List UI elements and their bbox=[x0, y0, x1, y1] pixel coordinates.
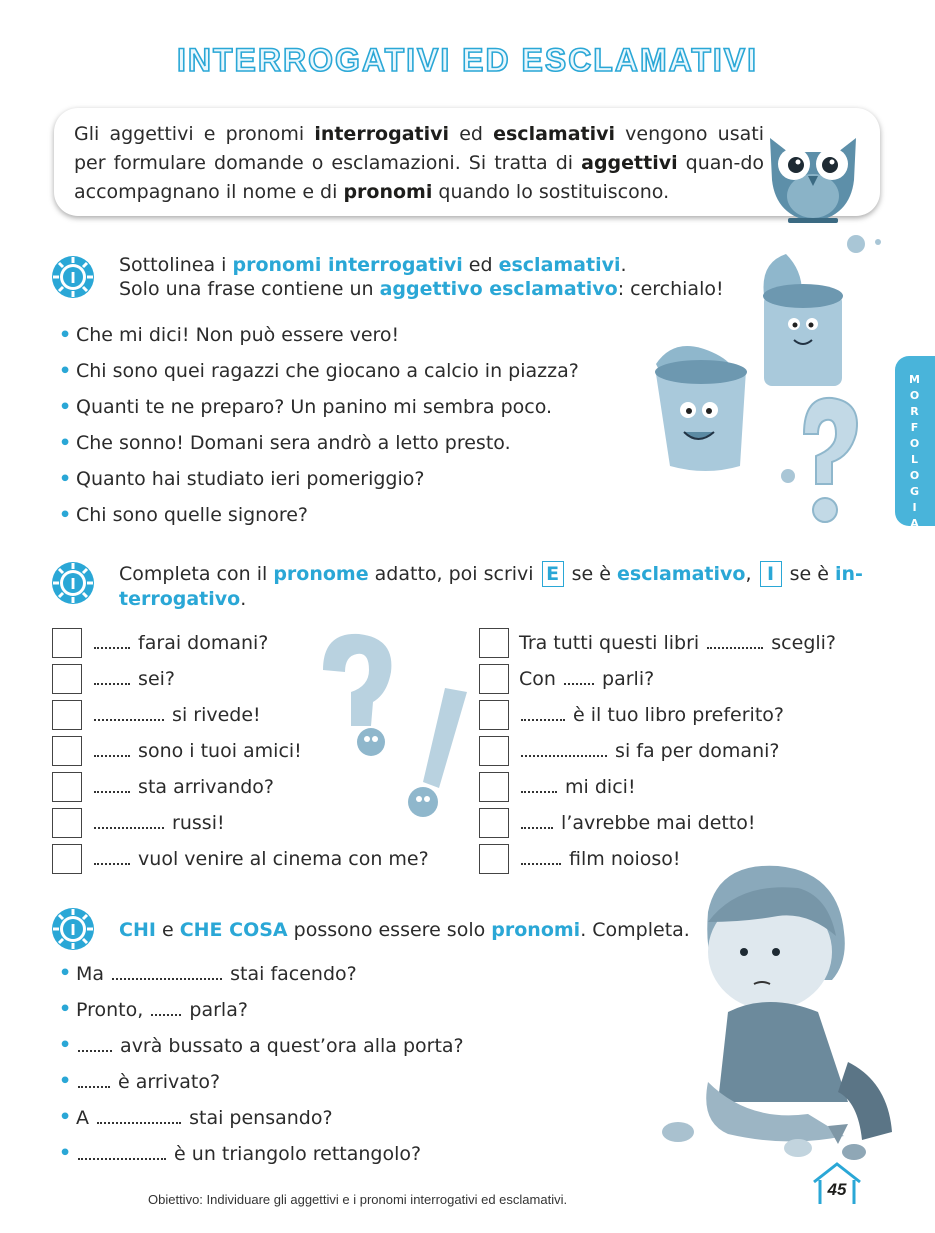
blank[interactable] bbox=[521, 775, 557, 793]
answer-checkbox[interactable] bbox=[52, 736, 82, 766]
boy-illustration bbox=[648, 852, 908, 1172]
list-item: • Quanti te ne preparo? Un panino mi sembra poco. bbox=[76, 396, 552, 418]
blank[interactable] bbox=[94, 775, 130, 793]
list-item: • Pronto, parla? bbox=[76, 998, 248, 1021]
answer-checkbox[interactable] bbox=[52, 772, 82, 802]
list-item: • Quanto hai studiato ieri pomeriggio? bbox=[76, 468, 424, 490]
blank[interactable] bbox=[97, 1106, 181, 1124]
list-item: • avrà bussato a quest’ora alla porta? bbox=[76, 1034, 464, 1057]
footer-objective: Obiettivo: Individuare gli aggettivi e i pronomi interrogativi ed esclamativi. bbox=[148, 1192, 568, 1207]
page-number: 45 bbox=[827, 1180, 847, 1199]
blank[interactable] bbox=[707, 631, 763, 649]
blank[interactable] bbox=[521, 739, 607, 757]
list-item: • è arrivato? bbox=[76, 1070, 220, 1093]
blank[interactable] bbox=[94, 703, 164, 721]
svg-text:I: I bbox=[70, 269, 76, 287]
blank[interactable] bbox=[94, 631, 130, 649]
paint-pots-illustration bbox=[636, 234, 886, 529]
blank[interactable] bbox=[112, 962, 222, 980]
side-tab-text: MORFOLOGIA bbox=[909, 373, 921, 530]
exercise-2-icon bbox=[51, 561, 95, 605]
answer-checkbox[interactable] bbox=[479, 736, 509, 766]
blank[interactable] bbox=[564, 667, 594, 685]
exercise-1-icon bbox=[51, 255, 95, 299]
exercise-1-instructions: Sottolinea i pronomi interrogativi ed esclamativi. Solo una frase contiene un aggettivo esclamativo: cerchialo! bbox=[119, 254, 724, 300]
blank[interactable] bbox=[94, 847, 130, 865]
blank[interactable] bbox=[151, 998, 181, 1016]
intro-text: Gli aggettivi e pronomi interrogativi ed esclamativi vengono usati per formulare domande o esclamazioni. Si tratta di aggettivi quan-do accompagnano il nome e di pronomi quando lo sostituiscono. bbox=[74, 123, 764, 203]
blank[interactable] bbox=[521, 703, 565, 721]
exercise-2-instructions: Completa con il pronome adatto, poi scrivi E se è esclamativo, I se è in- terrogativo. bbox=[119, 563, 863, 610]
list-item: • è un triangolo rettangolo? bbox=[76, 1142, 421, 1165]
blank[interactable] bbox=[521, 811, 553, 829]
page-title: INTERROGATIVI ED ESCLAMATIVI bbox=[176, 42, 759, 78]
answer-checkbox[interactable] bbox=[479, 844, 509, 874]
answer-checkbox[interactable] bbox=[479, 772, 509, 802]
blank[interactable] bbox=[78, 1142, 166, 1160]
exercise-3-icon bbox=[51, 907, 95, 951]
answer-checkbox[interactable] bbox=[479, 664, 509, 694]
answer-checkbox[interactable] bbox=[52, 700, 82, 730]
answer-checkbox[interactable] bbox=[52, 664, 82, 694]
blank[interactable] bbox=[94, 811, 164, 829]
blank[interactable] bbox=[94, 667, 130, 685]
question-exclamation-illustration bbox=[315, 630, 475, 830]
blank[interactable] bbox=[78, 1070, 110, 1088]
owl-icon bbox=[758, 118, 868, 228]
list-item: • Chi sono quelle signore? bbox=[76, 504, 308, 526]
blank[interactable] bbox=[94, 739, 130, 757]
answer-checkbox[interactable] bbox=[52, 844, 82, 874]
answer-checkbox[interactable] bbox=[52, 808, 82, 838]
answer-checkbox[interactable] bbox=[479, 628, 509, 658]
list-item: • Che mi dici! Non può essere vero! bbox=[76, 324, 399, 346]
blank[interactable] bbox=[521, 847, 561, 865]
list-item: • Chi sono quei ragazzi che giocano a calcio in piazza? bbox=[76, 360, 579, 382]
side-tab-label bbox=[895, 372, 935, 532]
answer-checkbox[interactable] bbox=[479, 700, 509, 730]
answer-checkbox[interactable] bbox=[52, 628, 82, 658]
svg-text:I: I bbox=[70, 575, 76, 593]
side-tab bbox=[895, 356, 935, 530]
list-item: • Che sonno! Domani sera andrò a letto presto. bbox=[76, 432, 511, 454]
list-item: • Ma stai facendo? bbox=[76, 962, 357, 985]
list-item: • A stai pensando? bbox=[76, 1106, 333, 1129]
exercise-3-instructions: CHI e CHE COSA possono essere solo pronomi. Completa. bbox=[119, 919, 690, 941]
e-label-box: E bbox=[542, 561, 564, 587]
blank[interactable] bbox=[78, 1034, 112, 1052]
svg-text:I: I bbox=[70, 921, 76, 939]
i-label-box: I bbox=[760, 561, 782, 587]
answer-checkbox[interactable] bbox=[479, 808, 509, 838]
